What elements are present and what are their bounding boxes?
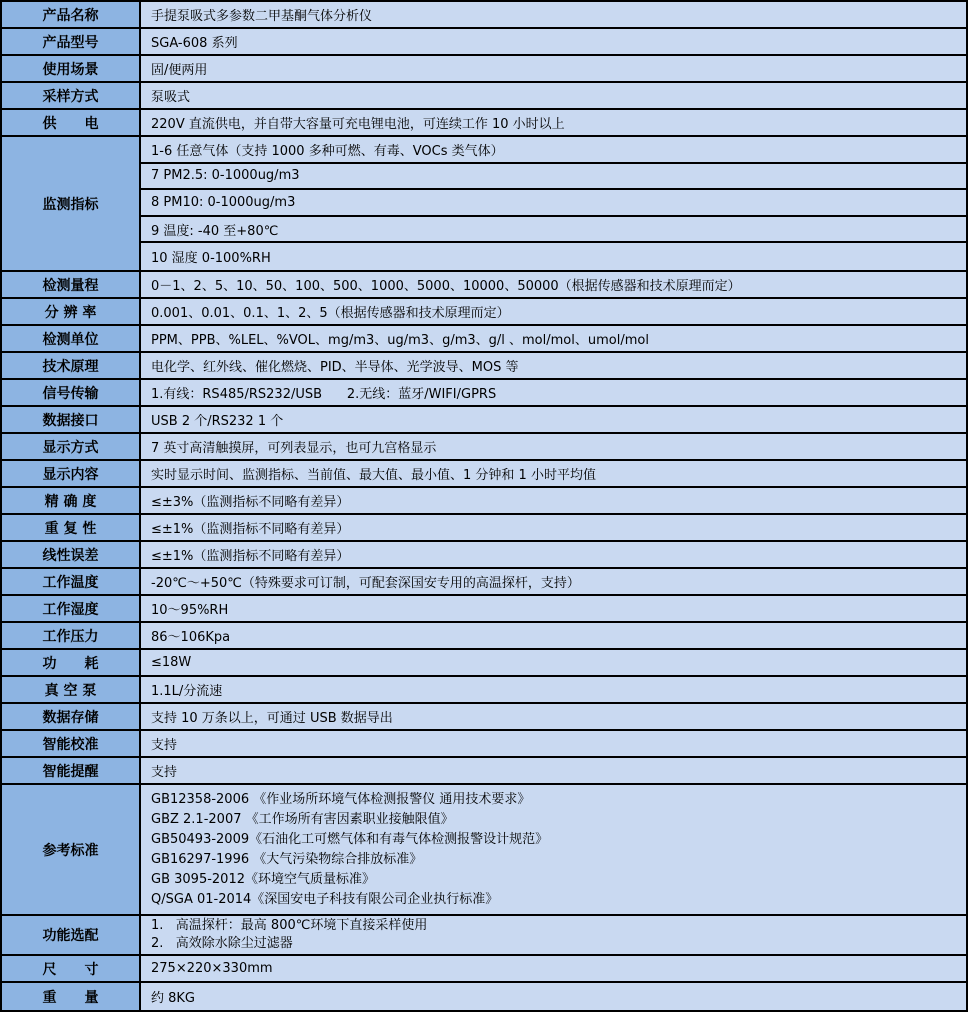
spec-row-detection-unit — [2, 326, 966, 353]
smart-calibration-value: 支持 — [141, 731, 966, 756]
accuracy-label: 精 确 度 — [2, 488, 141, 513]
power-supply-label: 供 电 — [2, 110, 141, 135]
spec-row-power-consumption — [2, 650, 966, 677]
weight-value: 约 8KG — [141, 983, 966, 1010]
smart-calibration-label: 智能校准 — [2, 731, 141, 756]
power-consumption-label: 功 耗 — [2, 650, 141, 675]
spec-row-resolution — [2, 299, 966, 326]
spec-row-data-storage — [2, 704, 966, 731]
smart-reminder-label: 智能提醒 — [2, 758, 141, 783]
reference-standard-item: GB16297-1996 《大气污染物综合排放标准》 — [151, 851, 423, 867]
spec-row-power-supply — [2, 110, 966, 137]
display-mode-value: 7 英寸高清触摸屏，可列表显示，也可九宫格显示 — [141, 434, 966, 459]
display-mode-label: 显示方式 — [2, 434, 141, 459]
optional-feature-item: 1. 高温探杆：最高 800℃环境下直接采样使用 — [151, 918, 428, 933]
optional-feature-item: 2. 高效除水除尘过滤器 — [151, 936, 293, 951]
monitoring-indicators-list — [141, 137, 966, 270]
spec-row-monitoring-indicators — [2, 137, 966, 272]
product-name-label: 产品名称 — [2, 2, 141, 27]
spec-row-product-model — [2, 29, 966, 56]
weight-label: 重 量 — [2, 983, 141, 1010]
technical-principle-value: 电化学、红外线、催化燃烧、PID、半导体、光学波导、MOS 等 — [141, 353, 966, 378]
resolution-label: 分 辨 率 — [2, 299, 141, 324]
linearity-error-value: ≤±1%（监测指标不同略有差异） — [141, 542, 966, 567]
working-pressure-value: 86～106Kpa — [141, 623, 966, 648]
spec-row-weight — [2, 983, 966, 1010]
spec-row-optional-features — [2, 916, 966, 956]
linearity-error-label: 线性误差 — [2, 542, 141, 567]
spec-row-smart-reminder — [2, 758, 966, 785]
signal-transmission-label: 信号传输 — [2, 380, 141, 405]
detection-range-label: 检测量程 — [2, 272, 141, 297]
working-humidity-value: 10～95%RH — [141, 596, 966, 621]
detection-unit-value: PPM、PPB、%LEL、%VOL、mg/m3、ug/m3、g/m3、g/l 、mol/mol、umol/mol — [141, 326, 966, 351]
display-content-value: 实时显示时间、监测指标、当前值、最大值、最小值、1 分钟和 1 小时平均值 — [141, 461, 966, 486]
usage-scenario-label: 使用场景 — [2, 56, 141, 81]
monitor-item: 7 PM2.5: 0-1000ug/m3 — [141, 164, 966, 191]
data-interface-value: USB 2 个/RS232 1 个 — [141, 407, 966, 432]
spec-row-reference-standards — [2, 785, 966, 916]
reference-standard-item: GB50493-2009《石油化工可燃气体和有毒气体检测报警设计规范》 — [151, 831, 549, 847]
power-consumption-value: ≤18W — [141, 650, 966, 675]
smart-reminder-value: 支持 — [141, 758, 966, 783]
spec-row-working-pressure — [2, 623, 966, 650]
spec-row-detection-range — [2, 272, 966, 299]
signal-transmission-value: 1.有线：RS485/RS232/USB 2.无线：蓝牙/WIFI/GPRS — [141, 380, 966, 405]
detection-range-value: 0－1、2、5、10、50、100、500、1000、5000、10000、50000（根据传感器和技术原理而定） — [141, 272, 966, 297]
dimensions-value: 275×220×330mm — [141, 956, 966, 981]
monitor-item: 1-6 任意气体（支持 1000 多种可燃、有毒、VOCs 类气体） — [141, 137, 966, 164]
spec-row-usage-scenario — [2, 56, 966, 83]
spec-row-display-mode — [2, 434, 966, 461]
technical-principle-label: 技术原理 — [2, 353, 141, 378]
reference-standard-item: GBZ 2.1-2007 《工作场所有害因素职业接触限值》 — [151, 811, 454, 827]
spec-row-sampling-method — [2, 83, 966, 110]
data-storage-label: 数据存储 — [2, 704, 141, 729]
spec-row-working-temperature — [2, 569, 966, 596]
working-temperature-label: 工作温度 — [2, 569, 141, 594]
monitoring-indicators-label: 监测指标 — [2, 137, 141, 270]
resolution-value: 0.001、0.01、0.1、1、2、5（根据传感器和技术原理而定） — [141, 299, 966, 324]
working-pressure-label: 工作压力 — [2, 623, 141, 648]
vacuum-pump-value: 1.1L/分流速 — [141, 677, 966, 702]
reference-standard-item: GB 3095-2012《环境空气质量标准》 — [151, 871, 375, 887]
reference-standard-item: Q/SGA 01-2014《深国安电子科技有限公司企业执行标准》 — [151, 891, 499, 907]
spec-row-signal-transmission — [2, 380, 966, 407]
vacuum-pump-label: 真 空 泵 — [2, 677, 141, 702]
monitor-item: 10 湿度 0-100%RH — [141, 243, 966, 270]
spec-row-working-humidity — [2, 596, 966, 623]
working-humidity-label: 工作湿度 — [2, 596, 141, 621]
spec-row-linearity-error — [2, 542, 966, 569]
power-supply-value: 220V 直流供电，并自带大容量可充电锂电池，可连续工作 10 小时以上 — [141, 110, 966, 135]
dimensions-label: 尺 寸 — [2, 956, 141, 981]
product-model-label: 产品型号 — [2, 29, 141, 54]
detection-unit-label: 检测单位 — [2, 326, 141, 351]
spec-row-display-content — [2, 461, 966, 488]
display-content-label: 显示内容 — [2, 461, 141, 486]
product-model-value: SGA-608 系列 — [141, 29, 966, 54]
sampling-method-label: 采样方式 — [2, 83, 141, 108]
spec-row-product-name — [2, 2, 966, 29]
reference-standards-list — [141, 785, 966, 914]
monitor-item: 8 PM10: 0-1000ug/m3 — [141, 190, 966, 217]
working-temperature-value: -20℃～+50℃（特殊要求可订制，可配套深国安专用的高温探杆，支持） — [141, 569, 966, 594]
spec-row-vacuum-pump — [2, 677, 966, 704]
data-storage-value: 支持 10 万条以上，可通过 USB 数据导出 — [141, 704, 966, 729]
spec-row-dimensions — [2, 956, 966, 983]
spec-row-data-interface — [2, 407, 966, 434]
accuracy-value: ≤±3%（监测指标不同略有差异） — [141, 488, 966, 513]
monitor-item: 9 温度: -40 至+80℃ — [141, 217, 966, 244]
spec-row-technical-principle — [2, 353, 966, 380]
usage-scenario-value: 固/便两用 — [141, 56, 966, 81]
repeatability-value: ≤±1%（监测指标不同略有差异） — [141, 515, 966, 540]
spec-row-smart-calibration — [2, 731, 966, 758]
optional-features-list — [141, 916, 966, 954]
data-interface-label: 数据接口 — [2, 407, 141, 432]
sampling-method-value: 泵吸式 — [141, 83, 966, 108]
reference-standards-label: 参考标准 — [2, 785, 141, 914]
optional-features-label: 功能选配 — [2, 916, 141, 954]
repeatability-label: 重 复 性 — [2, 515, 141, 540]
product-name-value: 手提泵吸式多参数二甲基酮气体分析仪 — [141, 2, 966, 27]
spec-row-repeatability — [2, 515, 966, 542]
reference-standard-item: GB12358-2006 《作业场所环境气体检测报警仪 通用技术要求》 — [151, 791, 531, 807]
spec-row-accuracy — [2, 488, 966, 515]
